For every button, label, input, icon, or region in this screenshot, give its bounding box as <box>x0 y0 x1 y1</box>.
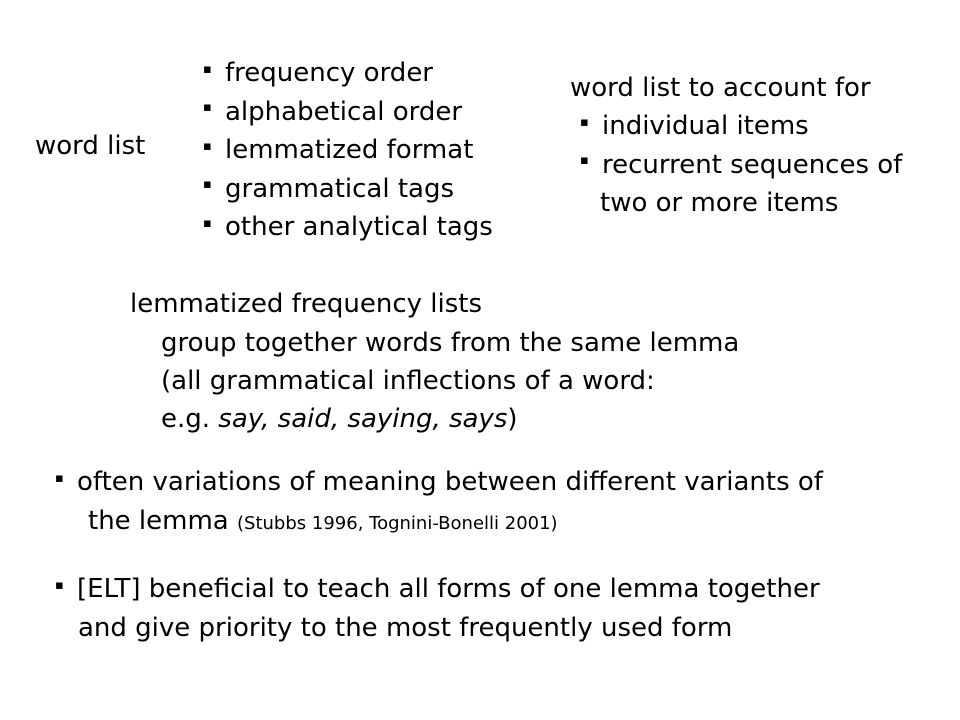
list-item <box>203 54 493 93</box>
list-item <box>203 170 493 209</box>
bullet-icon: ▪ <box>203 215 212 231</box>
note-line <box>55 502 823 543</box>
list-item-label: individual items <box>602 111 809 141</box>
word-list-label: word list <box>35 131 146 161</box>
list-item <box>203 208 493 247</box>
bullet-icon: ▪ <box>203 177 212 192</box>
example-words: say, said, saying, says <box>218 404 508 434</box>
note-text: often variations of meaning between different variants of <box>77 467 823 497</box>
example-suffix: ) <box>507 404 518 434</box>
list-item-label: lemmatized format <box>225 135 474 165</box>
citation: (Stubbs 1996, Tognini-Bonelli 2001) <box>237 512 558 534</box>
note-elt <box>55 570 820 647</box>
bullet-icon: ▪ <box>55 577 64 593</box>
lemma-heading: lemmatized frequency lists <box>130 289 483 319</box>
lemma-line <box>161 400 739 438</box>
note-text: the lemma <box>88 505 238 536</box>
list-item <box>203 93 493 132</box>
bullet-icon: ▪ <box>203 61 212 77</box>
list-item-continuation: two or more items <box>600 188 839 218</box>
lemma-line: group together words from the same lemma <box>161 328 740 358</box>
lemma-body <box>161 324 739 438</box>
list-item-label: other analytical tags <box>225 212 493 242</box>
note-line <box>55 463 823 502</box>
note-variations <box>55 463 823 543</box>
lemma-line: (all grammatical inflections of a word: <box>161 366 655 396</box>
account-list <box>580 107 902 222</box>
formats-list <box>203 54 493 247</box>
list-item <box>580 107 902 146</box>
list-item <box>203 131 493 170</box>
list-item-label: frequency order <box>225 58 433 88</box>
note-line: and give priority to the most frequently used form <box>78 612 733 643</box>
list-item-label: recurrent sequences of <box>602 149 903 180</box>
bullet-icon: ▪ <box>55 470 64 486</box>
bullet-icon: ▪ <box>580 153 589 168</box>
list-item-label: alphabetical order <box>225 96 463 127</box>
example-prefix: e.g. <box>161 404 219 434</box>
account-heading: word list to account for <box>570 73 871 103</box>
list-item <box>580 146 902 185</box>
list-item-label: grammatical tags <box>225 173 455 204</box>
note-line <box>55 570 820 609</box>
bullet-icon: ▪ <box>580 114 589 130</box>
bullet-icon: ▪ <box>203 100 212 115</box>
note-text: [ELT] beneficial to teach all forms of one lemma together <box>77 574 820 604</box>
bullet-icon: ▪ <box>203 138 212 154</box>
